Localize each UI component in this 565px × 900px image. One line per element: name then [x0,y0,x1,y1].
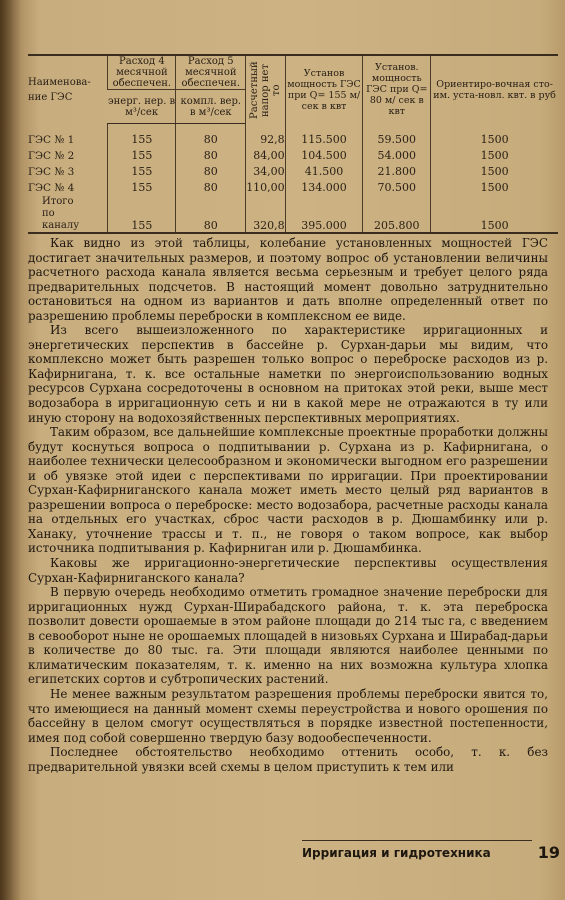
paragraph: Из всего вышеизложенного по характеристике ирригационных и энергетических перспектив в бассейне р. Сурхан-дарьи мы видим, что комплексно может быть разрешен только вопрос о переброске расходов из р. Кафирнигана, т. к. все остальные наметки по энергоиспользованию водных ресурсов Сурхана сосредоточены в основном на притоках этой реки, выше мест водозабора в ирригационную сеть и ни в какой мере не отражаются в ту или иную сторону на водохозяйственных перспективных мероприятиях. [28,323,548,425]
cell-cap155: 41.500 [285,164,363,180]
cell-name: ГЭС № 3 [28,165,75,178]
cell-cap80: 205.800 [363,196,431,233]
cell-cap80: 70.500 [363,180,431,196]
table-row [28,148,558,164]
page-number: 19 [537,843,560,862]
cell-flow4: 155 [108,180,176,196]
cell-cost: 1500 [431,148,558,164]
paragraph: Как видно из этой таблицы, колебание установленных мощностей ГЭС достигает значительных размеров, и поэтому вопрос об установлении величины расчетного расхода канала является весьма серьезным и требует целого ряда предварительных подсчетов. В настоящий момент довольно затруднительно остановиться на одном из вариантов и дать вполне определенный ответ по разрешению проблемы переброски в комплексном ее виде. [28,236,548,323]
header-cost: Ориентиро-вочная сто-им. уста-новл. квт. в руб [431,55,558,124]
cell-name: ГЭС № 1 [28,133,75,146]
cell-flow5: 80 [176,180,246,196]
cell-flow5: 80 [176,148,246,164]
cell-head: 320,8 [246,196,286,233]
cell-flow5: 80 [176,164,246,180]
paragraph: Каковы же ирригационно-энергетические перспективы осуществления Сурхан-Кафирниганского канала? [28,556,548,585]
cell-cap155: 104.500 [285,148,363,164]
cell-flow5: 80 [176,132,246,148]
cell-flow5: 80 [176,196,246,233]
header-head: Расчетный напор нет то [248,60,282,119]
cell-name: ГЭС № 2 [28,149,75,162]
cell-flow4: 155 [108,132,176,148]
cell-flow4: 155 [108,196,176,233]
header-name: Наименова-ние ГЭС [28,55,108,124]
cell-cap80: 59.500 [363,132,431,148]
table-row-total [28,196,558,233]
table-row [28,132,558,148]
cell-name: ГЭС № 4 [28,181,75,194]
header-flow4: Расход 4 месячной обеспечен. [108,55,176,90]
cell-cost: 1500 [431,164,558,180]
journal-title: Ирригация и гидротехника [302,846,491,860]
paragraph: Таким образом, все дальнейшие комплексные проектные проработки должны будут коснуться вопроса о подпитывании р. Сурхана из р. Кафирнигана, о наиболее технически целесообразном и экономически выгодном его разрешении и об увязке этой идеи с перспективами по ирригации. При проектировании Сурхан-Кафирниганского канала может иметь место целый ряд вариантов в разрешении вопроса о переброске: место водозабора, расчетные расходы канала на отдельных его участках, сброс части расходов в р. Дюшамбинку или р. Ханаку, уточнение трассы и т. п., не говоря о таком вопросе, как выбор источника подпитывания р. Кафирниган или р. Дюшамбинка. [28,425,548,556]
article-body [28,236,548,774]
paragraph: Не менее важным результатом разрешения проблемы переброски явится то, что имеющиеся на данный момент схемы переустройства и нового орошения по бассейну в целом смогут осуществляться в порядке известной постепенности, имея под собой совершенно твердую базу водообеспеченности. [28,686,548,745]
header-flow5: Расход 5 месячной обеспечен. [176,55,246,90]
cell-head: 92,8 [246,132,286,148]
paragraph: В первую очередь необходимо отметить громадное значение переброски для ирригационных нужд Сурхан-Ширабадского района, т. к. эта переброска позволит довести орошаемые в этом районе площади до 214 тыс га, с введением в севооборот ныне не орошаемых площадей в низовьях Сурхана и Ширабад-дарьи в количестве до 80 тыс. га. Эти площади являются наиболее ценными по климатическим показателям, т. к. именно на них возможна культура хлопка египетских сортов и субтропических растений. [28,585,548,687]
cell-flow4: 155 [108,148,176,164]
cell-head: 34,00 [246,164,286,180]
table-row [28,180,558,196]
page-footer [302,840,560,862]
cell-head: 84,00 [246,148,286,164]
cell-cost: 1500 [431,180,558,196]
binding-shadow [0,0,22,900]
cell-flow4: 155 [108,164,176,180]
cell-cost: 1500 [431,196,558,233]
header-cap155: Установ мощность ГЭС при Q= 155 м/ сек в квт [285,55,363,124]
cell-cap155: 115.500 [285,132,363,148]
cell-name: Итого по каналу [28,196,108,233]
cell-cap155: 134.000 [285,180,363,196]
cell-head: 110,00 [246,181,285,194]
cell-cost: 1500 [431,132,558,148]
header-flow5-sub: компл. вер. в м³/сек [176,90,246,124]
power-stations-table [28,54,558,234]
cell-cap80: 54.000 [363,148,431,164]
cell-cap155: 395.000 [285,196,363,233]
header-cap80: Установ. мощность ГЭС при Q= 80 м/ сек в квт [363,55,431,124]
table-row [28,164,558,180]
cell-cap80: 21.800 [363,164,431,180]
header-head-cell [246,55,286,124]
paragraph: Последнее обстоятельство необходимо оттенить особо, т. к. без предварительной увязки всей схемы в целом приступить к тем или [28,745,548,774]
header-flow4-sub: энерг. нер. в м³/сек [108,90,176,124]
